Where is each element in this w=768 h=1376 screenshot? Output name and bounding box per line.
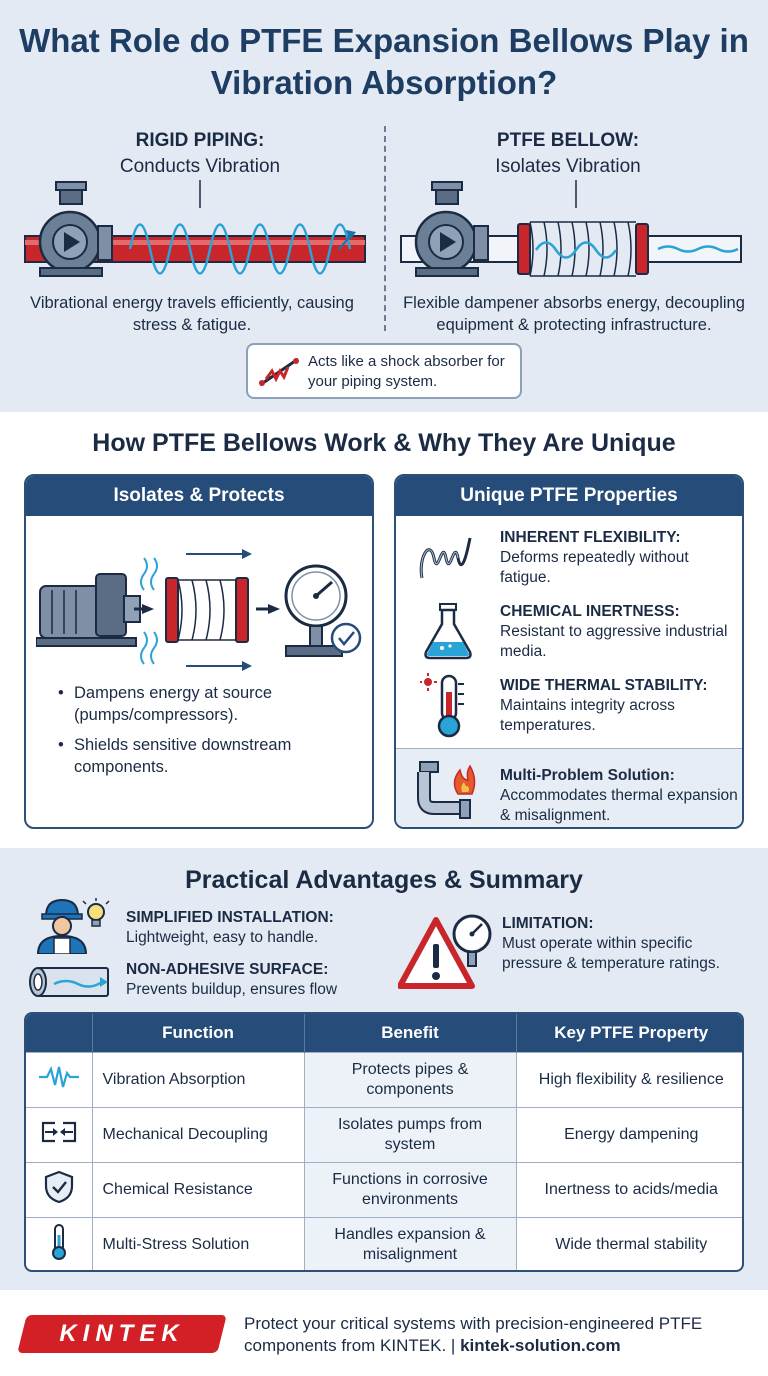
advantage-installation [126, 908, 396, 948]
footer-url[interactable]: kintek-solution.com [460, 1336, 621, 1355]
limitation [502, 914, 752, 974]
property-title: WIDE THERMAL STABILITY: [500, 677, 708, 694]
bellow-caption: Flexible dampener absorbs energy, decoupling equipment & protecting infrastructure. [403, 294, 745, 334]
pipe-flame-icon [416, 758, 480, 820]
section-divider [384, 126, 386, 331]
rigid-subheading: Conducts Vibration [119, 156, 281, 177]
property-desc: Deforms repeatedly without fatigue. [500, 549, 689, 586]
table-cell-property: Energy dampening [516, 1107, 744, 1162]
property-desc: Accommodates thermal expansion & misalignment. [500, 787, 738, 824]
ptfe-bellow-heading [388, 128, 748, 180]
bullet-item: • Shields sensitive downstream components. [54, 734, 354, 778]
table-cell-icon [26, 1217, 92, 1272]
isolates-panel [24, 474, 374, 829]
footer-separator: | [450, 1336, 456, 1355]
property-multi-problem [500, 766, 740, 826]
property-title: Multi-Problem Solution: [500, 767, 675, 784]
property-desc: Maintains integrity across temperatures. [500, 697, 675, 734]
rigid-heading: RIGID PIPING: [135, 130, 265, 151]
warning-gauge-icon [398, 910, 494, 992]
table-header: Function [92, 1014, 304, 1052]
property-flexibility [500, 528, 740, 588]
property-title: CHEMICAL INERTNESS: [500, 603, 680, 620]
table-cell-function: Multi-Stress Solution [92, 1217, 304, 1272]
table-cell-benefit: Handles expansion & misalignment [304, 1217, 516, 1272]
thermometer-icon [420, 672, 476, 738]
footer-text [244, 1313, 754, 1357]
property-desc: Resistant to aggressive industrial media. [500, 623, 728, 660]
advantage-desc: Prevents buildup, ensures flow [126, 981, 338, 998]
bullet-item: • Dampens energy at source (pumps/compressors). [54, 682, 354, 726]
page-title: What Role do PTFE Expansion Bellows Play in Vibration Absorption? [19, 22, 749, 101]
how-section-title: How PTFE Bellows Work & Why They Are Unique [92, 429, 676, 457]
table-header: Key PTFE Property [516, 1014, 744, 1052]
property-thermal [500, 676, 740, 736]
advantage-surface [126, 960, 396, 1000]
advantage-desc: Lightweight, easy to handle. [126, 929, 319, 946]
rigid-piping-heading [20, 128, 380, 180]
table-cell-function: Chemical Resistance [92, 1162, 304, 1217]
table-cell-icon [26, 1162, 92, 1217]
table-row [26, 1107, 744, 1162]
ptfe-bellow-illustration [396, 180, 746, 280]
tube-icon [26, 962, 116, 1002]
table-cell-function: Mechanical Decoupling [92, 1107, 304, 1162]
table-cell-property: Wide thermal stability [516, 1217, 744, 1272]
rigid-piping-illustration [20, 180, 370, 280]
bellow-icon [166, 578, 248, 642]
advantage-title: NON-ADHESIVE SURFACE: [126, 961, 329, 978]
shock-absorber-callout [246, 343, 522, 399]
table-cell-property: Inertness to acids/media [516, 1162, 744, 1217]
bellow-subheading: Isolates Vibration [495, 156, 641, 177]
isolates-bullets [54, 682, 354, 786]
table-row [26, 1217, 744, 1272]
properties-panel [394, 474, 744, 829]
shield-check-icon [44, 1170, 74, 1204]
advantages-title: Practical Advantages & Summary [185, 866, 583, 894]
table-row [26, 1162, 744, 1217]
worker-icon [32, 896, 112, 954]
table-header: Benefit [304, 1014, 516, 1052]
table-cell-property: High flexibility & resilience [516, 1052, 744, 1107]
logo-text: KINTEK [59, 1320, 185, 1347]
waveform-icon [39, 1065, 79, 1089]
table-header-row [26, 1014, 744, 1052]
kintek-logo [17, 1315, 226, 1353]
limitation-desc: Must operate within specific pressure & temperature ratings. [502, 935, 720, 972]
gauge-check-icon [286, 566, 360, 656]
shock-absorber-text: Acts like a shock absorber for your piping system. [308, 353, 505, 390]
table-cell-benefit: Functions in corrosive environments [304, 1162, 516, 1217]
shock-absorber-icon [258, 357, 300, 387]
table-cell-function: Vibration Absorption [92, 1052, 304, 1107]
spring-icon [416, 528, 476, 588]
thermometer-icon [49, 1223, 69, 1261]
isolation-diagram [36, 546, 366, 676]
table-cell-icon [26, 1107, 92, 1162]
property-title: INHERENT FLEXIBILITY: [500, 529, 681, 546]
rigid-caption: Vibrational energy travels efficiently, causing stress & fatigue. [30, 294, 354, 334]
limitation-title: LIMITATION: [502, 915, 594, 932]
motor-pump-icon [36, 574, 140, 646]
table-cell-benefit: Isolates pumps from system [304, 1107, 516, 1162]
isolates-panel-heading: Isolates & Protects [26, 476, 372, 516]
properties-panel-heading: Unique PTFE Properties [396, 476, 742, 516]
property-chemical [500, 602, 740, 662]
summary-table [24, 1012, 744, 1272]
decouple-icon [39, 1119, 79, 1145]
advantage-title: SIMPLIFIED INSTALLATION: [126, 909, 334, 926]
bellow-icon [518, 222, 648, 276]
table-header-icon [26, 1014, 92, 1052]
footer-message: Protect your critical systems with precision-engineered PTFE components from KINTEK. [244, 1314, 703, 1355]
table-row [26, 1052, 744, 1107]
flask-icon [420, 600, 476, 660]
table-cell-icon [26, 1052, 92, 1107]
table-cell-benefit: Protects pipes & components [304, 1052, 516, 1107]
bellow-heading: PTFE BELLOW: [496, 130, 640, 151]
